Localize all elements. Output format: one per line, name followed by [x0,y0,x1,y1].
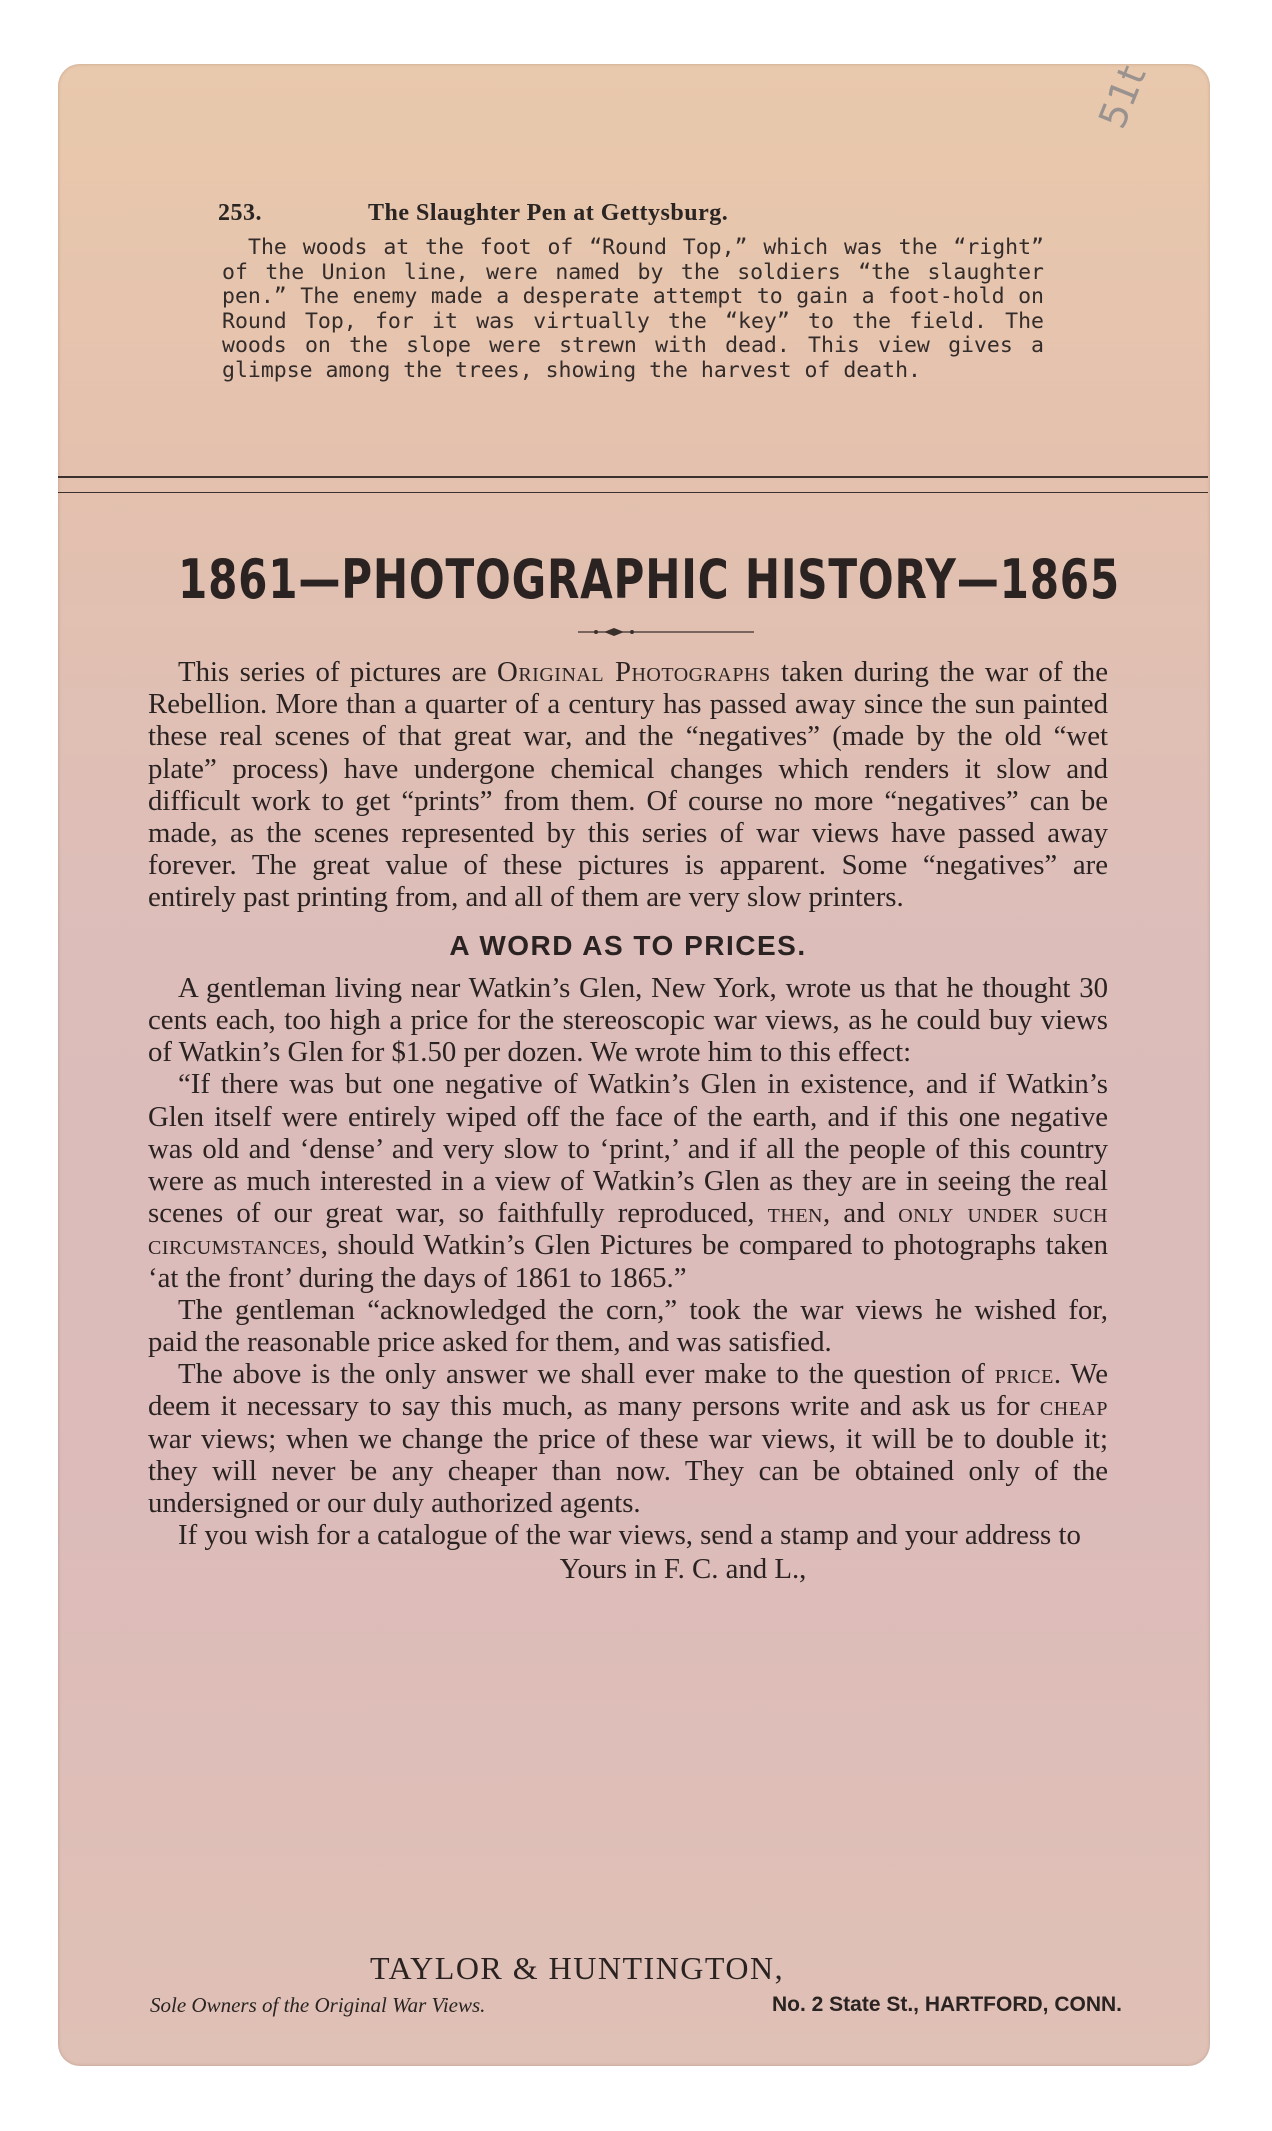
para3-text-1: The above is the only answer we shall ever make to the question of [178,1358,995,1391]
headline: 1861—PHOTOGRAPHIC HISTORY—1865 [178,548,1120,611]
catalogue-paragraph: If you wish for a catalogue of the war views, send a stamp and your address to [178,1519,1081,1552]
price-paragraph-2: The gentleman “acknowledged the corn,” took the war views he wished for, paid the reasonable price asked for them, and was satisfied. [148,1293,1108,1359]
main-text [148,656,1108,1586]
divider-rule [58,476,1208,478]
footer-owners: Sole Owners of the Original War Views. [150,1993,486,2017]
price-paragraph-3 [148,1358,1108,1519]
para3-emphasis-1: price [994,1358,1054,1391]
para3-text-3: war views; when we change the price of these war views, it will be to double it; they will never be any cheaper than now. They can be obtained only of the undersigned or our duly authorized agents. [148,1422,1108,1520]
company-name: TAYLOR & HUNTINGTON, [370,1950,785,1986]
divider-rule-thin [58,492,1208,493]
view-number: 253. [218,200,262,226]
intro-emphasis: Original Photographs [497,656,771,688]
section-heading: A WORD AS TO PRICES. [449,929,807,961]
quote-emphasis-1: then [767,1197,823,1230]
footer-address: No. 2 State St., HARTFORD, CONN. [771,1993,1122,2016]
para3-emphasis-2: cheap [1039,1390,1108,1423]
view-description-text: The woods at the foot of “Round Top,” which was the “right” of the Union line, were named by the soldiers “the slaughter pen.” The enemy made a desperate attempt to gain a foot-hold on Round Top, for it was virtually the “key” to the field. The woods on the slope were strewn with dead. This view gives a glimpse among the trees, showing the harvest of death. [222,235,1044,383]
ornament-rule-icon [578,626,754,638]
intro-text-2: taken during the war of the Rebellion. More than a quarter of a century has passed away since the sun painted these real scenes of that great war, and the “negatives” (made by the old “wet plate” process) have undergone chemical changes which renders it slow and difficult work to get “prints” from them. Of course no more “negatives” can be made, as the scenes represented by this series of war views have passed away forever. The great value of these pictures is apparent. Some “negatives” are entirely past printing from, and all of them are very slow printers. [148,656,1108,914]
quote-emphasis-2: only under such circumstances [148,1197,1108,1262]
closing-line: Yours in F. C. and L., [559,1553,807,1586]
view-title-text: The Slaughter Pen at Gettysburg. [368,200,729,226]
quote-paragraph [148,1068,1108,1293]
view-title [218,200,1098,227]
view-description [222,236,1044,383]
quote-text-1: “If there was but one negative of Watkin’s Glen in existence, and if Watkin’s Glen itself were entirely wiped off the face of the earth, and if this one negative was old and ‘dense’ and very slow to ‘print,’ and if all the people of this country were as much interested in a view of Watkin’s Glen as they are in seeing the real scenes of our great war, so faithfully reproduced, [148,1068,1108,1230]
para3-text-2: . We deem it necessary to say this much, as many persons write and ask us for [148,1358,1108,1423]
intro-paragraph [148,656,1108,914]
quote-text-3: , should Watkin’s Glen Pictures be compared to photographs taken ‘at the front’ during the days of 1861 to 1865.” [148,1229,1108,1294]
handwritten-note: 51t [1090,59,1155,135]
quote-text-2: , and [822,1197,899,1230]
price-paragraph-1: A gentleman living near Watkin’s Glen, New York, wrote us that he thought 30 cents each, too high a price for the stereoscopic war views, as he could buy views of Watkin’s Glen for $1.50 per dozen. We wrote him to this effect: [148,971,1108,1069]
intro-text-1: This series of pictures are [178,656,498,688]
